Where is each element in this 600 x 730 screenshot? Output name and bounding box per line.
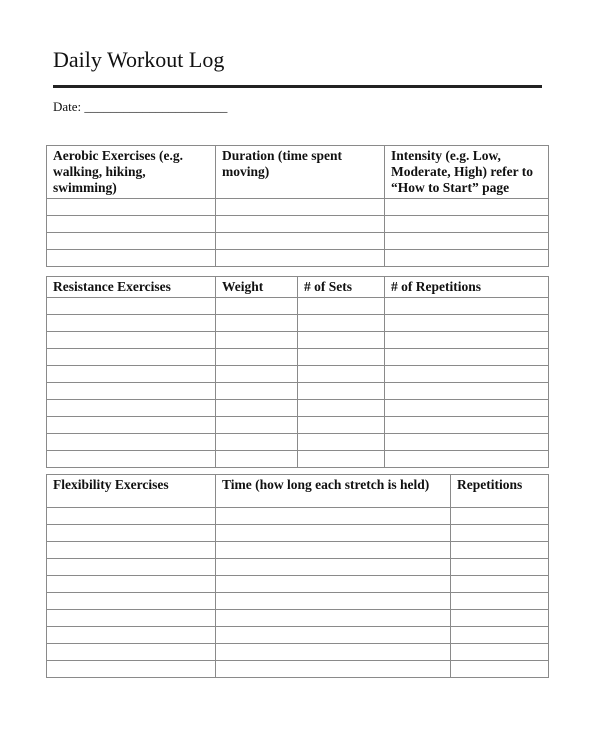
table-cell[interactable] bbox=[47, 451, 216, 468]
table-cell[interactable] bbox=[385, 250, 549, 267]
table-cell[interactable] bbox=[451, 542, 549, 559]
table-cell[interactable] bbox=[216, 400, 298, 417]
table-cell[interactable] bbox=[47, 349, 216, 366]
table-row bbox=[47, 349, 549, 366]
table-cell[interactable] bbox=[451, 627, 549, 644]
table-cell[interactable] bbox=[216, 508, 451, 525]
table-cell[interactable] bbox=[47, 400, 216, 417]
table-cell[interactable] bbox=[451, 610, 549, 627]
table-cell[interactable] bbox=[216, 417, 298, 434]
table-cell[interactable] bbox=[216, 576, 451, 593]
table-cell[interactable] bbox=[216, 627, 451, 644]
table-cell[interactable] bbox=[385, 400, 549, 417]
table-cell[interactable] bbox=[47, 233, 216, 250]
header-weight: Weight bbox=[216, 277, 298, 298]
table-cell[interactable] bbox=[298, 349, 385, 366]
table-cell[interactable] bbox=[298, 434, 385, 451]
aerobic-rows bbox=[47, 199, 549, 267]
table-cell[interactable] bbox=[216, 451, 298, 468]
table-cell[interactable] bbox=[385, 349, 549, 366]
table-cell[interactable] bbox=[451, 508, 549, 525]
table-cell[interactable] bbox=[385, 332, 549, 349]
table-header-row bbox=[47, 146, 549, 199]
table-cell[interactable] bbox=[451, 644, 549, 661]
table-cell[interactable] bbox=[47, 593, 216, 610]
table-cell[interactable] bbox=[216, 434, 298, 451]
table-cell[interactable] bbox=[47, 559, 216, 576]
table-cell[interactable] bbox=[47, 661, 216, 678]
table-cell[interactable] bbox=[298, 298, 385, 315]
table-cell[interactable] bbox=[216, 199, 385, 216]
table-cell[interactable] bbox=[451, 559, 549, 576]
table-cell[interactable] bbox=[47, 199, 216, 216]
table-cell[interactable] bbox=[47, 298, 216, 315]
table-row bbox=[47, 233, 549, 250]
flexibility-table bbox=[46, 474, 549, 678]
table-cell[interactable] bbox=[298, 332, 385, 349]
table-cell[interactable] bbox=[385, 315, 549, 332]
table-cell[interactable] bbox=[216, 366, 298, 383]
table-cell[interactable] bbox=[216, 298, 298, 315]
title-divider bbox=[53, 85, 542, 88]
table-cell[interactable] bbox=[47, 576, 216, 593]
table-cell[interactable] bbox=[385, 298, 549, 315]
table-cell[interactable] bbox=[47, 250, 216, 267]
table-row bbox=[47, 661, 549, 678]
table-cell[interactable] bbox=[47, 542, 216, 559]
table-cell[interactable] bbox=[47, 434, 216, 451]
date-field: Date: ______________________ bbox=[53, 99, 228, 114]
table-row bbox=[47, 525, 549, 542]
table-cell[interactable] bbox=[298, 383, 385, 400]
header-stretch-time: Time (how long each stretch is held) bbox=[216, 475, 451, 508]
table-row bbox=[47, 559, 549, 576]
table-row bbox=[47, 315, 549, 332]
header-aerobic-exercises: Aerobic Exercises (e.g. walking, hiking, swimming) bbox=[47, 146, 216, 199]
table-cell[interactable] bbox=[216, 610, 451, 627]
table-cell[interactable] bbox=[216, 593, 451, 610]
table-cell[interactable] bbox=[216, 644, 451, 661]
table-cell[interactable] bbox=[216, 383, 298, 400]
table-cell[interactable] bbox=[216, 559, 451, 576]
table-row bbox=[47, 576, 549, 593]
table-cell[interactable] bbox=[451, 661, 549, 678]
table-cell[interactable] bbox=[451, 576, 549, 593]
table-row bbox=[47, 627, 549, 644]
aerobic-table bbox=[46, 145, 549, 267]
table-row bbox=[47, 610, 549, 627]
table-row bbox=[47, 400, 549, 417]
table-row bbox=[47, 644, 549, 661]
table-cell[interactable] bbox=[216, 661, 451, 678]
table-cell[interactable] bbox=[47, 383, 216, 400]
table-row bbox=[47, 593, 549, 610]
table-cell[interactable] bbox=[47, 627, 216, 644]
table-row bbox=[47, 298, 549, 315]
resistance-rows bbox=[47, 298, 549, 468]
table-row bbox=[47, 542, 549, 559]
header-sets: # of Sets bbox=[298, 277, 385, 298]
table-cell[interactable] bbox=[451, 593, 549, 610]
table-cell[interactable] bbox=[47, 508, 216, 525]
table-row bbox=[47, 250, 549, 267]
table-cell[interactable] bbox=[298, 451, 385, 468]
table-cell[interactable] bbox=[451, 525, 549, 542]
header-resistance-exercises: Resistance Exercises bbox=[47, 277, 216, 298]
table-cell[interactable] bbox=[385, 199, 549, 216]
header-flexibility-exercises: Flexibility Exercises bbox=[47, 475, 216, 508]
header-intensity: Intensity (e.g. Low, Moderate, High) refer to “How to Start” page bbox=[385, 146, 549, 199]
header-duration: Duration (time spent moving) bbox=[216, 146, 385, 199]
header-repetitions: # of Repetitions bbox=[385, 277, 549, 298]
table-cell[interactable] bbox=[216, 349, 298, 366]
table-cell[interactable] bbox=[216, 233, 385, 250]
table-cell[interactable] bbox=[216, 332, 298, 349]
table-row bbox=[47, 366, 549, 383]
table-cell[interactable] bbox=[385, 233, 549, 250]
table-header-row bbox=[47, 475, 549, 508]
table-cell[interactable] bbox=[47, 315, 216, 332]
table-cell[interactable] bbox=[216, 525, 451, 542]
table-row bbox=[47, 216, 549, 233]
table-row bbox=[47, 199, 549, 216]
table-row bbox=[47, 383, 549, 400]
header-flex-repetitions: Repetitions bbox=[451, 475, 549, 508]
table-cell[interactable] bbox=[385, 434, 549, 451]
table-cell[interactable] bbox=[385, 216, 549, 233]
table-row bbox=[47, 332, 549, 349]
table-cell[interactable] bbox=[385, 383, 549, 400]
table-row bbox=[47, 434, 549, 451]
table-cell[interactable] bbox=[47, 332, 216, 349]
table-header-row bbox=[47, 277, 549, 298]
table-row bbox=[47, 417, 549, 434]
table-cell[interactable] bbox=[298, 366, 385, 383]
table-cell[interactable] bbox=[47, 644, 216, 661]
table-cell[interactable] bbox=[47, 366, 216, 383]
table-cell[interactable] bbox=[216, 315, 298, 332]
resistance-table bbox=[46, 276, 549, 468]
table-cell[interactable] bbox=[298, 315, 385, 332]
table-row bbox=[47, 508, 549, 525]
table-cell[interactable] bbox=[385, 417, 549, 434]
table-cell[interactable] bbox=[216, 216, 385, 233]
flexibility-rows bbox=[47, 508, 549, 678]
table-cell[interactable] bbox=[216, 542, 451, 559]
page-title: Daily Workout Log bbox=[53, 47, 225, 72]
table-cell[interactable] bbox=[385, 366, 549, 383]
table-cell[interactable] bbox=[47, 417, 216, 434]
table-cell[interactable] bbox=[385, 451, 549, 468]
table-cell[interactable] bbox=[47, 525, 216, 542]
table-cell[interactable] bbox=[47, 610, 216, 627]
table-row bbox=[47, 451, 549, 468]
table-cell[interactable] bbox=[298, 400, 385, 417]
table-cell[interactable] bbox=[47, 216, 216, 233]
table-cell[interactable] bbox=[298, 417, 385, 434]
table-cell[interactable] bbox=[216, 250, 385, 267]
